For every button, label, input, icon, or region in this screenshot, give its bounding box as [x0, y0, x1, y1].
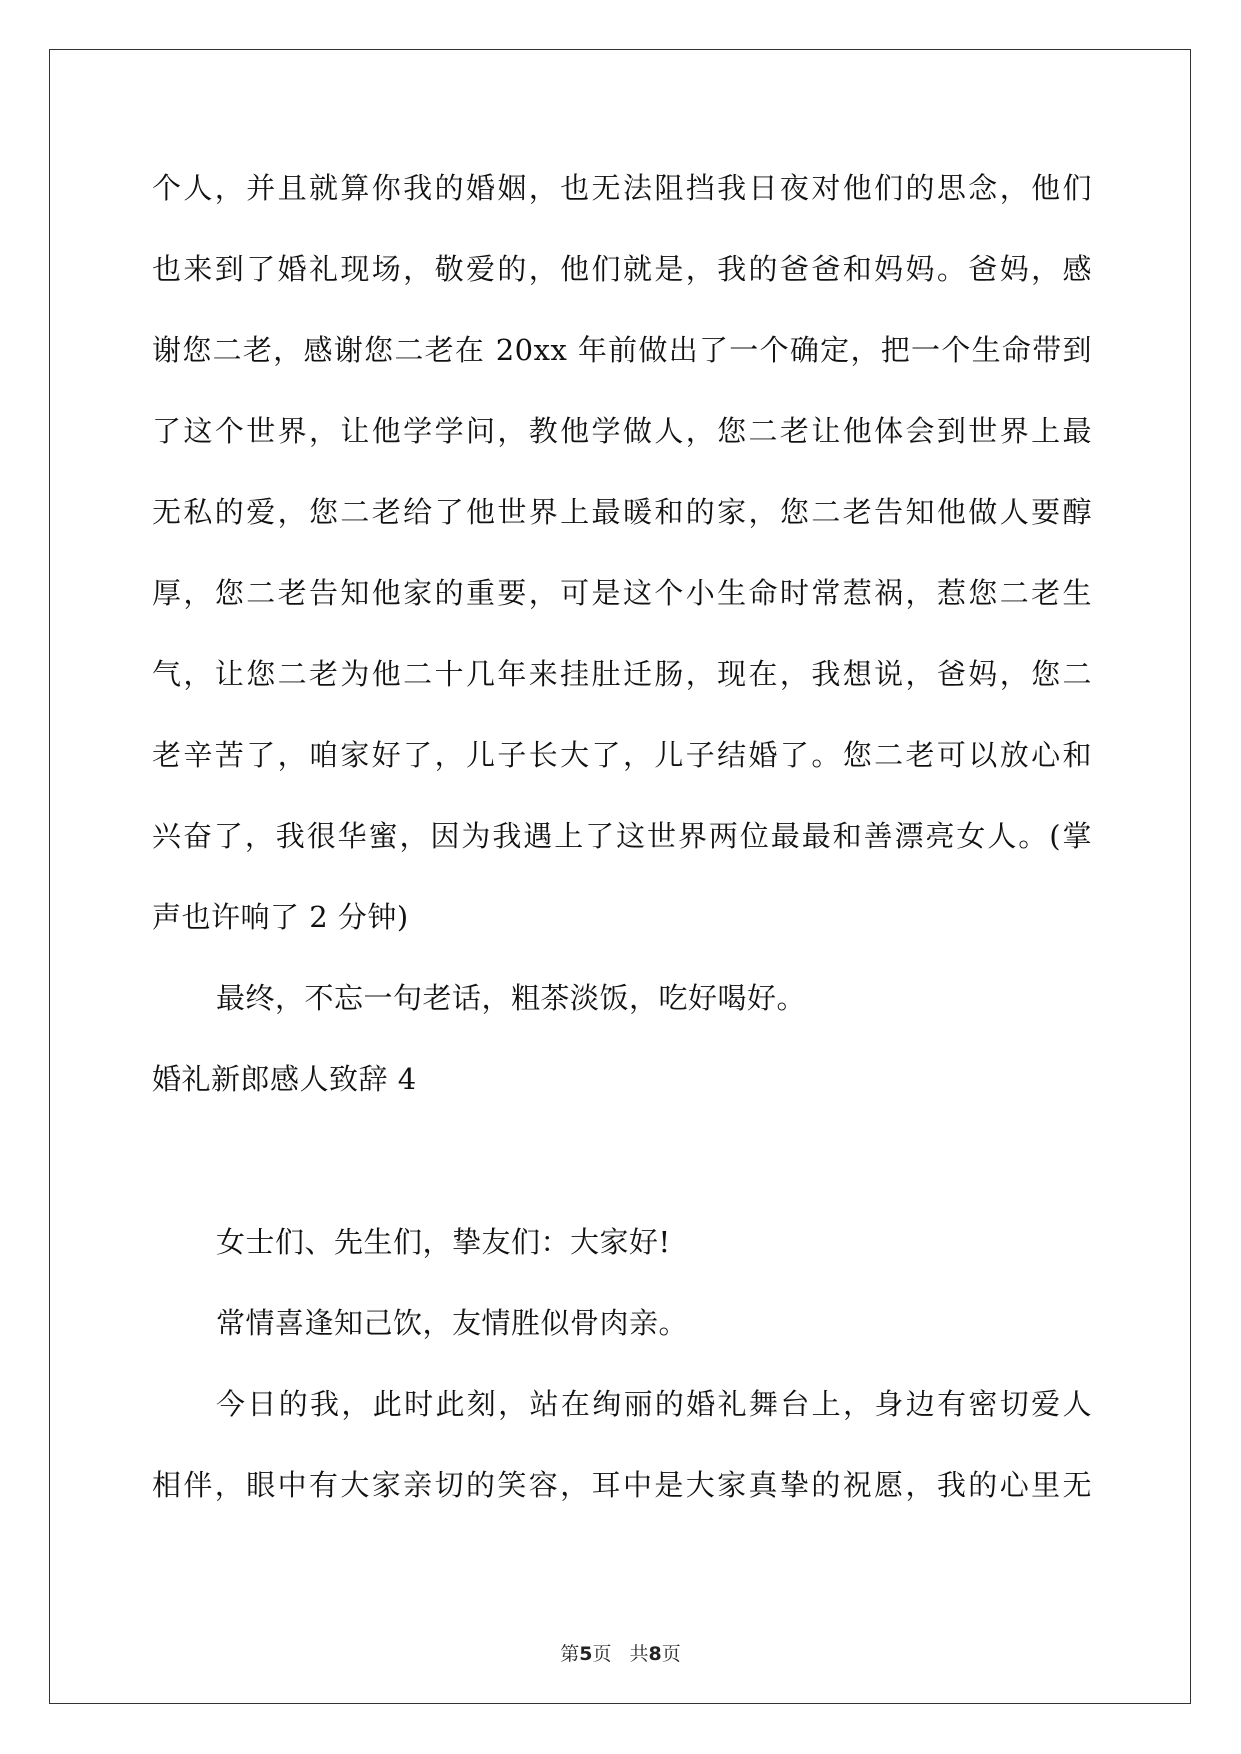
footer-prefix: 第: [560, 1643, 580, 1665]
paragraph-line: 也来到了婚礼现场，敬爱的，他们就是，我的爸爸和妈妈。爸妈，感: [152, 252, 1092, 286]
paragraph-line: 最终，不忘一句老话，粗茶淡饭，吃好喝好。: [216, 981, 807, 1015]
page-footer: [0, 1639, 1241, 1666]
paragraph-line: 了这个世界，让他学学问，教他学做人，您二老让他体会到世界上最: [152, 414, 1092, 448]
paragraph-line: 无私的爱，您二老给了他世界上最暖和的家，您二老告知他做人要醇: [152, 495, 1092, 529]
paragraph-line: 老辛苦了，咱家好了，儿子长大了，儿子结婚了。您二老可以放心和: [152, 738, 1092, 772]
paragraph-line: 常情喜逢知己饮，友情胜似骨肉亲。: [216, 1306, 689, 1340]
footer-page-suffix: 页: [592, 1643, 612, 1665]
current-page-number: 5: [579, 1643, 593, 1665]
paragraph-line: 谢您二老，感谢您二老在 20xx 年前做出了一个确定，把一个生命带到: [152, 333, 1092, 367]
paragraph-line: 今日的我，此时此刻，站在绚丽的婚礼舞台上，身边有密切爱人: [216, 1387, 1092, 1421]
paragraph-line: 兴奋了，我很华蜜，因为我遇上了这世界两位最最和善漂亮女人。(掌: [152, 819, 1092, 853]
section-heading: 婚礼新郎感人致辞 4: [152, 1062, 417, 1096]
paragraph-line: 相伴，眼中有大家亲切的笑容，耳中是大家真挚的祝愿，我的心里无: [152, 1468, 1092, 1502]
page-border: [49, 49, 1191, 1704]
paragraph-line: 声也许响了 2 分钟): [152, 900, 409, 934]
paragraph-line: 气，让您二老为他二十几年来挂肚迁肠，现在，我想说，爸妈，您二: [152, 657, 1092, 691]
greeting-line: 女士们、先生们，挚友们：大家好!: [216, 1225, 671, 1259]
footer-total-prefix: 共: [629, 1643, 649, 1665]
paragraph-line: 厚，您二老告知他家的重要，可是这个小生命时常惹祸，惹您二老生: [152, 576, 1092, 610]
paragraph-line: 个人，并且就算你我的婚姻，也无法阻挡我日夜对他们的思念，他们: [152, 171, 1092, 205]
footer-total-suffix: 页: [661, 1643, 681, 1665]
total-page-number: 8: [648, 1643, 662, 1665]
